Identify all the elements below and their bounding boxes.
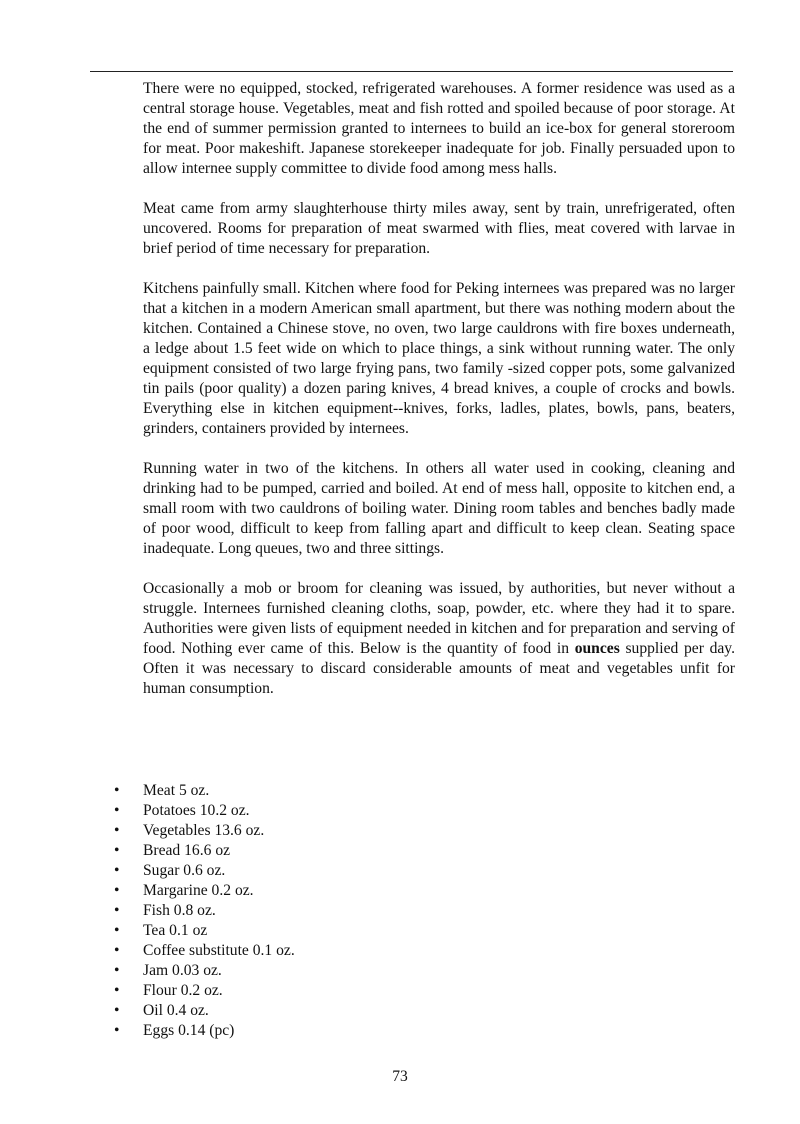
list-item (114, 781, 543, 801)
bullet-icon: • (114, 822, 120, 839)
paragraph-water: Running water in two of the kitchens. In others all water used in cooking, cleaning and drinking had to be pumped, carried and boiled. At end of mess hall, opposite to kitchen end, a small room with two cauldrons of boiling water. Dining room tables and benches badly made of poor wood, difficult to keep from falling apart and difficult to keep clean. Seating space inadequate. Long queues, two and three sittings. (143, 460, 735, 557)
list-item (114, 961, 543, 981)
bullet-icon: • (114, 922, 120, 939)
paragraph-kitchens: Kitchens painfully small. Kitchen where food for Peking internees was prepared was no larger that a kitchen in a modern American small apartment, but there was nothing modern about the kitchen. Contained a Chinese stove, no oven, two large cauldrons with fire boxes underneath, a ledge about 1.5 feet wide on which to place things, a sink without running water. The only equipment consisted of two large frying pans, two family -sized copper pots, some galvanized tin pails (poor quality) a dozen paring knives, 4 bread knives, a couple of crocks and bowls. Everything else in kitchen equipment--knives, forks, ladles, plates, bowls, pans, beaters, grinders, containers provided by internees. (143, 280, 735, 437)
ounces-keyword: ounces (574, 640, 620, 657)
list-item (114, 841, 543, 861)
bullet-icon: • (114, 1022, 120, 1039)
paragraph-storage: There were no equipped, stocked, refrigerated warehouses. A former residence was used as a central storage house. Vegetables, meat and fish rotted and spoiled because of poor storage. At the end of summer permission granted to internees to build an ice-box for general storeroom for meat. Poor makeshift. Japanese storekeeper inadequate for job. Finally persuaded upon to allow internee supply committee to divide food among mess halls. (143, 80, 735, 177)
list-item (114, 941, 543, 961)
list-item (114, 821, 543, 841)
list-item-text: Coffee substitute 0.1 oz. (143, 942, 295, 959)
list-item (114, 881, 543, 901)
list-item-text: Potatoes 10.2 oz. (143, 802, 250, 819)
bullet-icon: • (114, 802, 120, 819)
bullet-icon: • (114, 882, 120, 899)
list-item (114, 861, 543, 881)
bullet-icon: • (114, 902, 120, 919)
list-item-text: Fish 0.8 oz. (143, 902, 216, 919)
list-item (114, 901, 543, 921)
list-item-text: Eggs 0.14 (pc) (143, 1022, 235, 1039)
bullet-icon: • (114, 1002, 120, 1019)
bullet-icon: • (114, 782, 120, 799)
list-item (114, 921, 543, 941)
paragraph-meat: Meat came from army slaughterhouse thirty miles away, sent by train, unrefrigerated, often uncovered. Rooms for preparation of meat swarmed with flies, meat covered with larvae in brief period of time necessary for preparation. (143, 200, 735, 257)
list-item (114, 1021, 543, 1041)
list-item (114, 1001, 543, 1021)
paragraph-cleaning-part-2: supplied per day. Often it was necessary to discard considerable amounts of meat and vegetables unfit for human consumption. (143, 640, 735, 697)
list-item-text: Flour 0.2 oz. (143, 982, 223, 999)
paragraph-cleaning-part-1: Occasionally a mob or broom for cleaning was issued, by authorities, but never without a struggle. Internees furnished cleaning cloths, soap, powder, etc. where they had it to spare. Authorities were given lists of equipment needed in kitchen and for preparation and serving of food. Nothing ever came of this. Below is the quantity of food in (143, 580, 735, 657)
bullet-icon: • (114, 982, 120, 999)
list-item-text: Oil 0.4 oz. (143, 1002, 209, 1019)
paragraph-cleaning (143, 579, 735, 699)
food-quantity-list (114, 781, 543, 1041)
bullet-icon: • (114, 862, 120, 879)
bullet-icon: • (114, 942, 120, 959)
body-text (143, 79, 735, 718)
bullet-icon: • (114, 962, 120, 979)
header-rule (90, 71, 733, 72)
list-item-text: Margarine 0.2 oz. (143, 882, 254, 899)
list-item-text: Bread 16.6 oz (143, 842, 231, 859)
bullet-icon: • (114, 842, 120, 859)
list-item (114, 801, 543, 821)
list-item-text: Vegetables 13.6 oz. (143, 822, 265, 839)
list-item-text: Jam 0.03 oz. (143, 962, 222, 979)
list-item (114, 981, 543, 1001)
list-item-text: Meat 5 oz. (143, 782, 210, 799)
list-item-text: Tea 0.1 oz (143, 922, 208, 939)
list-item-text: Sugar 0.6 oz. (143, 862, 226, 879)
page-number: 73 (392, 1068, 408, 1085)
